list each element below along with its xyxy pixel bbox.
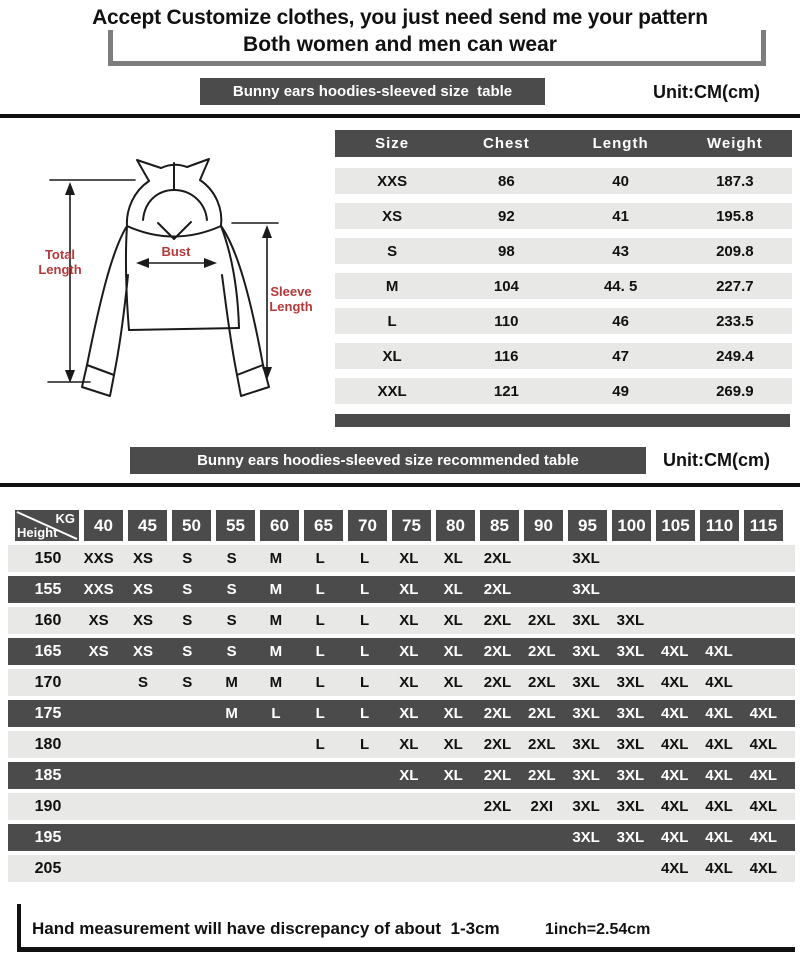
recommended-size-cell: XL [443, 612, 463, 629]
recommended-size-cell: L [315, 550, 325, 567]
recommended-size-cell: 3XL [616, 829, 645, 846]
recommended-size-cell: 2XL [483, 550, 512, 567]
recommended-size-cell: 4XL [705, 767, 733, 784]
weight-column-header: 45 [128, 510, 167, 541]
size-table-footer-bar [335, 414, 790, 427]
size-table-cell-chest: 121 [493, 382, 519, 400]
weight-column-header: 105 [656, 510, 695, 541]
recommended-size-cell: L [359, 643, 370, 660]
sleeve-length-label-line2: Length [269, 299, 313, 314]
hoodie-hood-opening [143, 190, 207, 220]
hoodie-hood-left [127, 181, 149, 226]
size-table-cell-length: 49 [612, 382, 629, 400]
size-table-cell-length: 47 [612, 347, 629, 365]
recommended-size-cell: 3XL [572, 829, 600, 846]
weight-column-header: 70 [348, 510, 387, 541]
recommended-table-row [8, 607, 795, 634]
recommended-size-cell: 4XL [660, 674, 689, 691]
recommended-size-cell: 4XL [705, 674, 733, 691]
recommended-size-cell: M [269, 550, 283, 567]
recommended-size-cell: 2XL [483, 612, 512, 629]
recommended-table-corner-cell [15, 510, 79, 541]
recommended-size-cell: M [269, 674, 283, 691]
recommended-size-cell: 2XL [528, 643, 556, 660]
height-row-label: 165 [34, 642, 62, 660]
recommended-size-cell: 4XL [749, 860, 778, 877]
recommended-size-cell: 4XL [705, 736, 733, 753]
size-table-unit-label: Unit:CM(cm) [653, 82, 760, 102]
recommended-table-row [8, 669, 795, 696]
size-table-row [335, 378, 792, 404]
size-table-cell-size: XL [382, 347, 402, 365]
recommended-size-cell: 3XL [616, 643, 645, 660]
recommended-size-cell: 2XL [483, 674, 512, 691]
recommended-size-cell: 2XL [528, 612, 556, 629]
hoodie-hem [129, 328, 239, 330]
hoodie-measurement-diagram [10, 135, 330, 420]
size-table-cell-length: 44. 5 [603, 277, 638, 295]
recommended-size-cell: 4XL [749, 829, 778, 846]
recommended-size-cell: L [359, 736, 370, 753]
weight-column-header: 55 [216, 510, 255, 541]
hoodie-left-cuff [82, 365, 114, 396]
recommended-size-cell: L [315, 674, 325, 691]
size-table-row [335, 343, 792, 369]
total-length-arrowhead-bottom [65, 370, 75, 383]
recommended-size-cell: M [269, 643, 283, 660]
total-length-label-line1: Total [44, 247, 76, 262]
recommended-size-cell: 4XL [749, 705, 778, 722]
size-table-cell-weight: 269.9 [716, 382, 754, 400]
recommended-size-cell: L [315, 705, 325, 722]
recommended-table-unit-label: Unit:CM(cm) [663, 450, 770, 470]
size-table-cell-chest: 92 [498, 207, 515, 225]
recommended-size-cell: S [226, 643, 237, 660]
size-table-row [335, 273, 792, 299]
weight-column-header: 40 [84, 510, 123, 541]
size-table-cell-size: S [387, 242, 398, 260]
recommended-size-cell: S [226, 550, 237, 567]
recommended-size-cell: 3XL [572, 736, 600, 753]
recommended-table-row [8, 545, 795, 572]
recommended-size-cell: XL [443, 736, 463, 753]
recommended-size-cell: S [182, 550, 193, 567]
recommended-size-cell: 4XL [660, 705, 689, 722]
size-table-cell-size: M [385, 277, 399, 295]
recommended-size-cell: 4XL [705, 860, 733, 877]
size-table [335, 130, 792, 413]
size-table-banner: Bunny ears hoodies-sleeved size table [200, 78, 545, 105]
recommended-table-header-row [15, 510, 783, 541]
divider-line-middle [0, 483, 800, 487]
recommended-size-cell: XL [443, 767, 463, 784]
size-table-cell-weight: 187.3 [716, 172, 754, 190]
weight-column-header: 60 [260, 510, 299, 541]
weight-column-header: 100 [612, 510, 651, 541]
recommended-size-cell: L [315, 736, 325, 753]
recommended-size-cell: XXS [83, 581, 114, 598]
recommended-size-cell: XL [399, 550, 419, 567]
recommended-size-cell: S [182, 581, 193, 598]
recommended-table-row [8, 638, 795, 665]
size-table-cell-chest: 98 [498, 242, 515, 260]
hoodie-chest-seam [127, 226, 221, 237]
hoodie-right-ear [187, 159, 209, 180]
total-length-arrowhead-top [65, 182, 75, 195]
recommended-size-cell: 3XL [572, 674, 600, 691]
size-table-cell-size: XS [382, 207, 403, 225]
recommended-size-cell: 3XL [616, 736, 645, 753]
recommended-size-cell: XL [399, 612, 419, 629]
weight-column-header: 95 [568, 510, 607, 541]
recommended-size-cell: XL [399, 643, 419, 660]
recommended-size-cell: 2XL [483, 705, 512, 722]
recommended-size-cell: 4XL [705, 705, 733, 722]
weight-column-header: 90 [524, 510, 563, 541]
hoodie-left-ear [137, 160, 161, 181]
recommended-size-cell: XL [443, 581, 463, 598]
recommended-size-cell: S [226, 581, 237, 598]
recommended-size-cell: 4XL [660, 736, 689, 753]
recommended-size-cell: 4XL [749, 767, 778, 784]
size-table-row [335, 308, 792, 334]
recommended-size-cell: XS [132, 612, 153, 629]
hoodie-right-sleeve-inner [222, 275, 237, 375]
recommended-table-row [8, 855, 795, 882]
recommended-size-cell: 4XL [660, 829, 689, 846]
size-table-cell-chest: 116 [494, 347, 519, 365]
size-table-cell-size: L [387, 312, 397, 330]
divider-line-top [0, 114, 800, 118]
size-table-column-header: Weight [707, 135, 763, 152]
recommended-size-cell: XS [88, 643, 109, 660]
sleeve-length-arrowhead-bottom [262, 367, 272, 380]
recommended-size-cell: 4XL [705, 798, 733, 815]
recommended-size-cell: 2XL [483, 581, 512, 598]
recommended-size-cell: XS [132, 550, 153, 567]
recommended-size-cell: 4XL [660, 860, 689, 877]
height-row-label: 185 [34, 766, 62, 784]
footer-bottom-border [17, 947, 795, 952]
recommended-size-cell: 3XL [572, 550, 600, 567]
recommended-size-cell: XL [443, 705, 463, 722]
recommended-size-cell: XL [399, 674, 419, 691]
size-table-cell-chest: 104 [493, 277, 519, 295]
recommended-size-cell: 3XL [572, 767, 600, 784]
footer-left-border [17, 904, 21, 952]
weight-column-header: 110 [700, 510, 739, 541]
size-table-column-header: Size [375, 135, 410, 152]
size-table-cell-length: 46 [612, 312, 629, 330]
weight-column-header: 75 [392, 510, 431, 541]
sleeve-length-label-line1: Sleeve [270, 284, 312, 299]
size-table-row [335, 203, 792, 229]
height-row-label: 175 [34, 704, 62, 722]
weight-column-header: 65 [304, 510, 343, 541]
size-table-row [335, 238, 792, 264]
recommended-table-banner: Bunny ears hoodies-sleeved size recommended table [130, 447, 646, 474]
recommended-size-cell: L [271, 705, 281, 722]
size-table-header-row [335, 130, 792, 157]
recommended-size-cell: 4XL [705, 643, 733, 660]
recommended-size-cell: 4XL [660, 643, 689, 660]
recommended-size-cell: L [359, 674, 370, 691]
size-table-column-header: Length [592, 135, 649, 152]
bust-label: Bust [161, 244, 191, 259]
recommended-size-cell: 3XL [572, 612, 600, 629]
recommended-size-cell: XS [132, 643, 153, 660]
recommended-size-cell: XL [399, 736, 419, 753]
page-title-line-1: Accept Customize clothes, you just need send me your pattern [92, 6, 708, 29]
recommended-size-cell: 2XL [528, 705, 556, 722]
recommended-size-cell: 4XL [705, 829, 733, 846]
recommended-size-cell: M [225, 705, 238, 722]
recommended-size-cell: 2XI [530, 798, 554, 815]
page-title-line-2: Both women and men can wear [243, 33, 557, 56]
recommended-table-row [8, 576, 795, 603]
recommended-size-cell: 2XL [528, 674, 556, 691]
recommended-size-cell: XL [399, 581, 419, 598]
size-table-cell-weight: 233.5 [716, 312, 754, 330]
size-table-cell-length: 41 [612, 207, 629, 225]
hoodie-left-sleeve-outer [87, 226, 127, 365]
recommended-size-cell: 2XL [483, 643, 512, 660]
corner-height-label: Height [17, 525, 58, 540]
total-length-label-line2: Length [38, 262, 82, 277]
recommended-size-cell: 3XL [616, 798, 645, 815]
recommended-size-cell: L [359, 612, 370, 629]
recommended-size-cell: XL [443, 674, 463, 691]
bust-arrowhead-left [136, 258, 149, 268]
size-table-cell-chest: 86 [498, 172, 515, 190]
size-table-cell-length: 43 [612, 242, 629, 260]
size-table-cell-weight: 227.7 [716, 277, 754, 295]
height-row-label: 205 [34, 859, 62, 877]
recommended-size-cell: 2XL [528, 767, 556, 784]
recommended-size-cell: S [182, 643, 193, 660]
recommended-size-cell: M [269, 581, 283, 598]
recommended-size-cell: M [269, 612, 283, 629]
recommended-size-cell: 3XL [616, 705, 645, 722]
recommended-table-row [8, 700, 795, 727]
sleeve-length-arrowhead-top [262, 225, 272, 238]
size-table-cell-length: 40 [612, 172, 629, 190]
recommended-table-row [8, 731, 795, 758]
size-table-column-header: Chest [483, 135, 530, 152]
recommended-size-cell: 4XL [749, 798, 778, 815]
recommended-size-cell: XL [399, 767, 419, 784]
size-table-cell-weight: 249.4 [716, 347, 754, 365]
recommended-size-cell: 4XL [660, 767, 689, 784]
recommended-size-cell: 3XL [616, 674, 645, 691]
height-row-label: 190 [34, 797, 62, 815]
recommended-size-cell: M [225, 674, 238, 691]
hoodie-hood-right [200, 180, 221, 226]
recommended-size-cell: XL [443, 643, 463, 660]
height-row-label: 155 [34, 580, 62, 598]
recommended-size-cell: S [226, 612, 237, 629]
recommended-size-cell: L [359, 705, 370, 722]
recommended-size-cell: 4XL [749, 736, 778, 753]
recommended-size-cell: 2XL [528, 736, 556, 753]
height-row-label: 170 [34, 673, 62, 691]
recommended-table-body [8, 545, 795, 886]
size-table-cell-size: XXL [377, 382, 407, 400]
bust-arrowhead-right [204, 258, 217, 268]
height-row-label: 150 [34, 549, 62, 567]
recommended-table-row [8, 793, 795, 820]
size-table-cell-size: XXS [377, 172, 408, 190]
recommended-size-cell: XL [443, 550, 463, 567]
recommended-size-cell: 2XL [483, 767, 512, 784]
recommended-size-cell: XL [399, 705, 419, 722]
size-table-cell-weight: 195.8 [716, 207, 754, 225]
recommended-size-cell: XS [88, 612, 109, 629]
size-table-cell-chest: 110 [494, 312, 519, 330]
hoodie-left-sleeve-inner [114, 275, 128, 375]
recommended-size-cell: 3XL [572, 798, 600, 815]
size-table-cell-weight: 209.8 [716, 242, 754, 260]
recommended-size-cell: L [315, 612, 325, 629]
recommended-table-row [8, 824, 795, 851]
recommended-size-cell: S [182, 612, 193, 629]
recommended-size-cell: L [359, 581, 370, 598]
recommended-size-cell: XS [132, 581, 153, 598]
recommended-size-cell: S [182, 674, 193, 691]
recommended-table-row [8, 762, 795, 789]
recommended-size-cell: 2XL [483, 798, 512, 815]
recommended-size-cell: L [315, 581, 325, 598]
size-table-body [335, 168, 792, 404]
recommended-size-cell: 2XL [483, 736, 512, 753]
recommended-size-cell: 3XL [572, 581, 600, 598]
inch-conversion-note: 1inch=2.54cm [545, 921, 651, 938]
size-table-row [335, 168, 792, 194]
recommended-size-cell: L [315, 643, 325, 660]
corner-kg-label: KG [55, 511, 75, 526]
recommended-size-cell: 3XL [572, 643, 600, 660]
height-row-label: 160 [34, 611, 62, 629]
recommended-size-cell: 3XL [616, 767, 645, 784]
height-row-label: 195 [34, 828, 62, 846]
recommended-size-cell: 3XL [616, 612, 645, 629]
recommended-size-cell: XXS [83, 550, 114, 567]
recommended-size-cell: 4XL [660, 798, 689, 815]
weight-column-header: 85 [480, 510, 519, 541]
recommended-size-cell: S [137, 674, 148, 691]
weight-column-header: 115 [744, 510, 783, 541]
height-row-label: 180 [34, 735, 62, 753]
recommended-size-cell: L [359, 550, 370, 567]
measurement-note: Hand measurement will have discrepancy of about 1-3cm [32, 919, 500, 938]
recommended-size-cell: 3XL [572, 705, 600, 722]
weight-column-header: 80 [436, 510, 475, 541]
weight-column-header: 50 [172, 510, 211, 541]
